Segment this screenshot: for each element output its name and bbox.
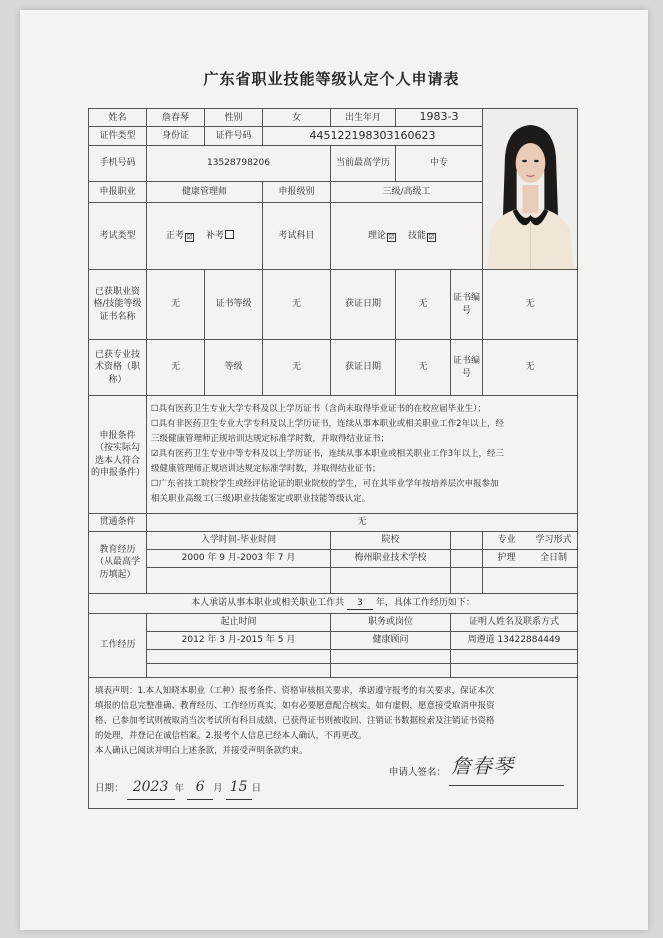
technical-title-value: 无 xyxy=(147,340,205,396)
work-statement-suffix: 年，具体工作经历如下： xyxy=(375,597,475,608)
gender-label: 性别 xyxy=(205,109,263,127)
technical-title-label: 已获专业技术资格（职称） xyxy=(89,340,147,396)
work-header-period: 起止时间 xyxy=(147,614,331,632)
education-level-label: 当前最高学历 xyxy=(331,145,396,182)
declaration-cell xyxy=(89,678,578,809)
level-label: 申报级别 xyxy=(263,182,331,202)
normal-exam-option[interactable]: 正考 ☑ xyxy=(166,230,193,241)
work-position-empty xyxy=(331,650,451,664)
conditions-label: 申报条件（按实际勾选本人符合的申报条件） xyxy=(89,396,147,514)
exam-type-label: 考试类型 xyxy=(89,202,147,269)
work-header-row xyxy=(89,614,578,632)
work-row-empty xyxy=(89,664,578,678)
condition-line[interactable]: ☑具有医药卫生专业中等专科及以上学历证书，连续从事本职业或相关职业工作3年以上，经三 xyxy=(151,449,505,460)
form-title: 广东省职业技能等级认定个人申请表 xyxy=(203,70,460,88)
exam-subject-options xyxy=(331,202,483,269)
application-form xyxy=(88,108,578,809)
education-label: 教育经历（从最高学历填起） xyxy=(89,532,147,594)
qualification-number-value: 无 xyxy=(483,270,578,340)
conditions-list xyxy=(147,396,578,514)
condition-line[interactable]: ☐广东省技工院校学生或经评估论证的职业院校的学生，可在其毕业学年按培养层次申报参加 xyxy=(151,478,499,489)
makeup-exam-checkbox[interactable] xyxy=(225,230,234,239)
declaration-line: 填表声明：1.本人知晓本职业（工种）报考条件、资格审核相关要求，承诺遵守报考的有关要求，保证本次 xyxy=(95,686,495,696)
education-level-value: 中专 xyxy=(396,145,483,182)
exam-subject-label: 考试科目 xyxy=(263,202,331,269)
id-type-value: 身份证 xyxy=(147,127,205,145)
work-witness-empty xyxy=(451,650,578,664)
qualification-cert-value: 无 xyxy=(147,270,205,340)
education-row-empty xyxy=(89,568,578,594)
id-type-label: 证件类型 xyxy=(89,127,147,145)
date-label: 日期： xyxy=(95,782,124,794)
work-statement xyxy=(89,594,578,614)
id-number-value: 445122198303160623 xyxy=(263,127,483,145)
qualification-number-label: 证书编号 xyxy=(451,270,483,340)
education-period-empty xyxy=(147,568,331,594)
signature-line xyxy=(449,784,564,786)
qualification-grade-value: 无 xyxy=(263,270,331,340)
technical-number-label: 证书编号 xyxy=(451,340,483,396)
skill-option[interactable]: 技能 ☑ xyxy=(407,230,435,241)
work-row xyxy=(89,632,578,650)
work-statement-prefix: 本人承诺从事本职业或相关职业工作共 xyxy=(191,597,345,608)
declaration-line: 本人确认已阅读并明白上述条款，并接受声明条款约束。 xyxy=(95,745,308,756)
through-value: 无 xyxy=(147,514,578,532)
declaration-line: 的处理，并登记在诚信档案。2.报考个人信息已经本人确认，不再更改。 xyxy=(95,730,367,741)
work-witness: 周遵道 13422884449 xyxy=(451,632,578,650)
work-row-empty xyxy=(89,650,578,664)
education-period: 2000 年 9 月-2003 年 7 月 xyxy=(147,550,331,568)
date-month-unit: 月 xyxy=(213,782,223,794)
job-value: 健康管理师 xyxy=(147,182,263,202)
technical-grade-value: 无 xyxy=(263,340,331,396)
theory-option[interactable]: 理论 ☑ xyxy=(368,230,395,241)
declaration-line: 填报的信息完整准确、教育经历、工作经历真实，如有必要愿意配合核实。如有虚假，愿意接受取消申报资 xyxy=(95,700,495,711)
condition-line: 级健康管理师正规培训达规定标准学时数，并取得结业证书； xyxy=(151,463,381,474)
row-conditions xyxy=(89,396,578,514)
phone-label: 手机号码 xyxy=(89,145,147,182)
condition-line: 相关职业高级工(三级)职业技能鉴定或职业技能等级认定。 xyxy=(151,493,371,504)
work-position: 健康顾问 xyxy=(331,632,451,650)
date-day: 15 xyxy=(226,775,252,801)
row-qualification-cert xyxy=(89,270,578,340)
qualification-cert-label: 已获职业资格/技能等级证书名称 xyxy=(89,270,147,340)
theory-checkbox[interactable]: ☑ xyxy=(388,232,395,241)
condition-line: 三级健康管理师正规培训达规定标准学时数，并取得结业证书； xyxy=(151,434,390,445)
condition-line[interactable]: ☐具有非医药卫生专业大学专科及以上学历证书，连续从事本职业或相关职业工作2年以上，经 xyxy=(151,419,505,430)
id-number-label: 证件号码 xyxy=(205,127,263,145)
education-row xyxy=(89,550,578,568)
education-major-left-empty xyxy=(451,568,483,594)
education-major-left xyxy=(451,550,483,568)
education-school: 梅州职业技术学校 xyxy=(331,550,451,568)
technical-number-value: 无 xyxy=(483,340,578,396)
declaration-row xyxy=(89,678,578,809)
row-basic-info xyxy=(89,109,578,127)
through-label: 贯通条件 xyxy=(89,514,147,532)
date-month: 6 xyxy=(187,775,213,801)
work-witness-empty xyxy=(451,664,578,678)
education-header-major-left xyxy=(451,532,483,550)
portrait-image xyxy=(483,109,577,269)
education-major: 护理 xyxy=(497,553,516,564)
education-header-school: 院校 xyxy=(331,532,451,550)
level-value: 三级/高级工 xyxy=(331,182,483,202)
skill-checkbox[interactable]: ☑ xyxy=(428,232,435,241)
work-period: 2012 年 3 月-2015 年 5 月 xyxy=(147,632,331,650)
education-header-row xyxy=(89,532,578,550)
education-school-empty xyxy=(331,568,451,594)
qualification-grade-label: 证书等级 xyxy=(205,270,263,340)
education-major-form xyxy=(483,550,578,568)
technical-grade-label: 等级 xyxy=(205,340,263,396)
work-header-position: 职务或岗位 xyxy=(331,614,451,632)
technical-date-label: 获证日期 xyxy=(331,340,396,396)
date-year-unit: 年 xyxy=(174,782,185,794)
row-technical-title xyxy=(89,340,578,396)
condition-line[interactable]: ☐具有医药卫生专业大学专科及以上学历证书（含尚未取得毕业证书的在校应届毕业生）； xyxy=(151,404,486,415)
work-position-empty xyxy=(331,664,451,678)
education-form-empty xyxy=(483,568,578,594)
education-header-period: 入学时间-毕业时间 xyxy=(147,532,331,550)
education-study-form: 全日制 xyxy=(539,553,567,564)
row-through xyxy=(89,514,578,532)
makeup-exam-option[interactable]: 补考 xyxy=(206,231,235,241)
applicant-photo xyxy=(483,109,577,269)
applicant-signature: 詹春琴 xyxy=(451,754,514,778)
name-value: 詹春琴 xyxy=(147,109,205,127)
normal-exam-checkbox[interactable]: ☑ xyxy=(186,232,193,241)
work-period-empty xyxy=(147,650,331,664)
birth-value: 1983-3 xyxy=(396,109,483,127)
technical-date-value: 无 xyxy=(396,340,451,396)
education-header-form xyxy=(483,532,578,550)
phone-value: 13528798206 xyxy=(147,145,331,182)
work-header-witness: 证明人姓名及联系方式 xyxy=(451,614,578,632)
education-header-study-form: 学习形式 xyxy=(535,535,572,546)
date-line xyxy=(95,775,261,801)
photo-cell xyxy=(483,109,578,270)
work-label: 工作经历 xyxy=(89,614,147,678)
name-label: 姓名 xyxy=(89,109,147,127)
job-label: 申报职业 xyxy=(89,182,147,202)
declaration-line: 格、已参加考试则被取消当次考试所有科目成绩、已获得证书则被收回、注销证书数据检索及注销证书资格 xyxy=(95,715,495,726)
signature-label: 申请人签名： xyxy=(389,767,447,779)
date-year: 2023 xyxy=(127,775,175,801)
work-years: 3 xyxy=(347,597,373,610)
exam-type-options xyxy=(147,202,263,269)
work-statement-row xyxy=(89,594,578,614)
qualification-date-label: 获证日期 xyxy=(331,270,396,340)
education-header-major: 专业 xyxy=(497,535,516,546)
qualification-date-value: 无 xyxy=(396,270,451,340)
date-day-unit: 日 xyxy=(251,782,262,794)
work-period-empty xyxy=(147,664,331,678)
gender-value: 女 xyxy=(263,109,331,127)
birth-label: 出生年月 xyxy=(331,109,396,127)
